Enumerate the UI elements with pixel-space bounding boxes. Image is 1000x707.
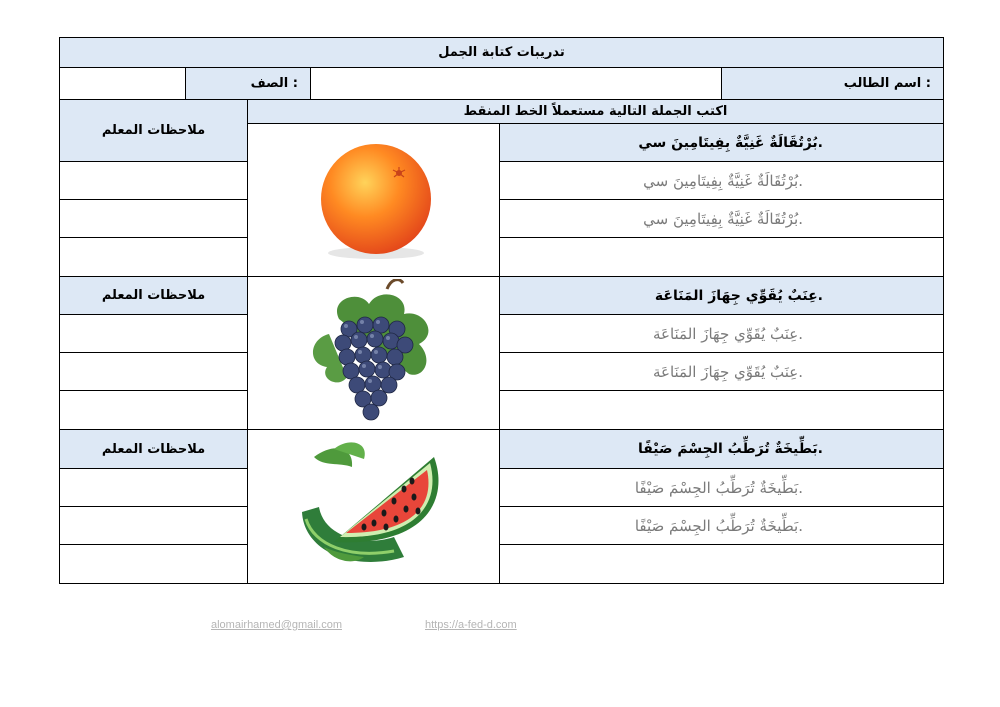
exercise-image-cell [247,429,500,584]
teacher-notes-cell[interactable] [59,237,248,277]
teacher-notes-header: ملاحظات المعلم [59,429,248,469]
model-sentence: عِنَبٌ يُقَوِّي جِهَازَ المَنَاعَة. [499,276,944,315]
class-label: الصف : [185,67,311,100]
trace-line[interactable]: بَطِّيخَةٌ تُرَطِّبُ الجِسْمَ صَيْفًا. [499,506,944,545]
orange-icon [304,135,444,265]
model-sentence: بَطِّيخَةٌ تُرَطِّبُ الجِسْمَ صَيْفًا. [499,429,944,469]
student-name-field[interactable] [310,67,722,100]
footer-website-link[interactable]: https://a-fed-d.com [425,619,517,631]
student-name-label: اسم الطالب : [721,67,944,100]
trace-line[interactable]: بُرْتُقَالَةٌ غَنِيَّةٌ بِفِيتَامِينَ سي. [499,161,944,200]
watermelon-icon [294,437,454,577]
teacher-notes-header: ملاحظات المعلم [59,99,248,162]
teacher-notes-cell[interactable] [59,390,248,430]
grapes-icon [299,279,449,427]
teacher-notes-cell[interactable] [59,161,248,200]
writing-line[interactable] [499,544,944,584]
teacher-notes-cell[interactable] [59,506,248,545]
class-field[interactable] [59,67,186,100]
teacher-notes-cell[interactable] [59,314,248,353]
teacher-notes-cell[interactable] [59,468,248,507]
writing-line[interactable] [499,237,944,277]
writing-line[interactable] [499,390,944,430]
teacher-notes-cell[interactable] [59,352,248,391]
trace-line[interactable]: عِنَبٌ يُقَوِّي جِهَازَ المَنَاعَة. [499,314,944,353]
trace-line[interactable]: بُرْتُقَالَةٌ غَنِيَّةٌ بِفِيتَامِينَ سي. [499,199,944,238]
model-sentence: بُرْتُقَالَةٌ غَنِيَّةٌ بِفِيتَامِينَ سي. [499,123,944,162]
teacher-notes-cell[interactable] [59,544,248,584]
exercise-image-cell [247,123,500,277]
footer-email-link[interactable]: alomairhamed@gmail.com [211,619,342,631]
trace-line[interactable]: بَطِّيخَةٌ تُرَطِّبُ الجِسْمَ صَيْفًا. [499,468,944,507]
exercise-image-cell [247,276,500,430]
worksheet-title: تدريبات كتابة الجمل [59,37,944,68]
instruction-text: اكتب الجملة التالية مستعملاً الخط المنقط [247,99,944,124]
teacher-notes-cell[interactable] [59,199,248,238]
trace-line[interactable]: عِنَبٌ يُقَوِّي جِهَازَ المَنَاعَة. [499,352,944,391]
teacher-notes-header: ملاحظات المعلم [59,276,248,315]
